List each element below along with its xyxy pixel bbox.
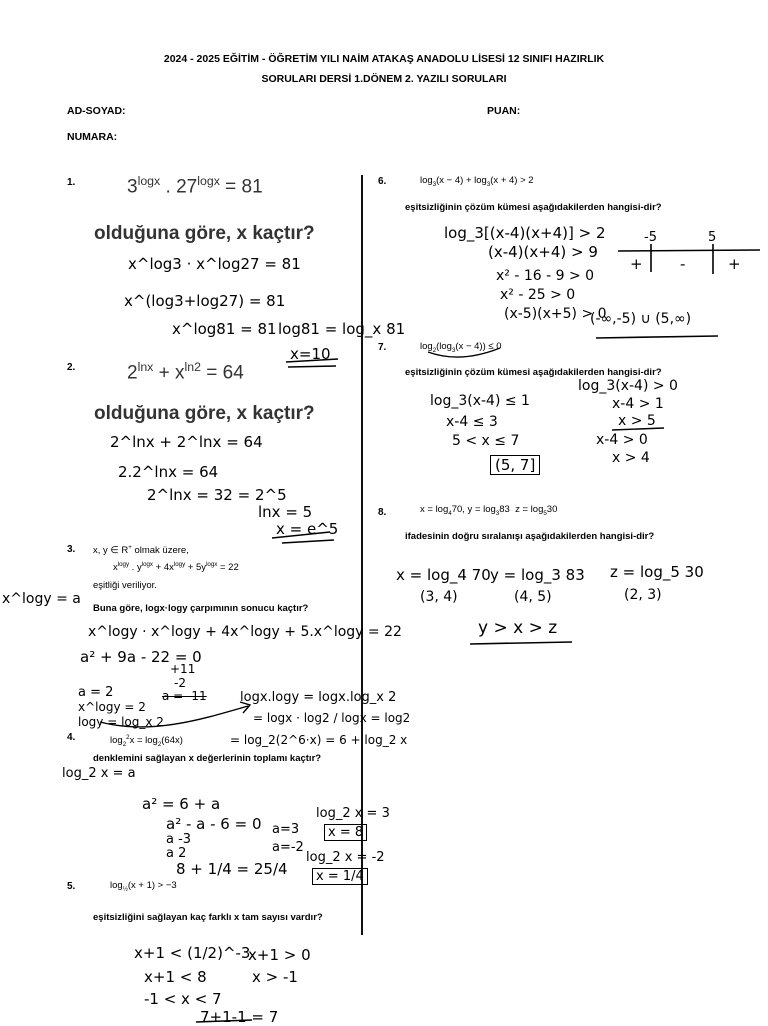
hw-q6-sign-minus: - [680,255,686,273]
hw-q3-side-note: x^logy = a [2,591,81,607]
hw-q3-right2: = logx · log2 / logx = log2 [253,711,411,725]
hw-q5-line1: x+1 < (1/2)^-3 [134,944,251,962]
q2-prompt: olduğuna göre, x kaçtır? [94,403,315,424]
hw-q4-answer2: x = 1/4 [312,868,368,885]
hw-q4-right2: a=-2 [272,840,304,855]
hw-q1-line1: x^log3 · x^log27 = 81 [128,255,301,273]
header-line-1: 2024 - 2025 EĞİTİM - ÖĞRETİM YILI NAİM ATAKAŞ ANADOLU LİSESİ 12 SINIFI HAZIRLIK [163,53,605,65]
hw-q4-sum: 8 + 1/4 = 25/4 [176,860,288,878]
hw-q6-line3: x² - 16 - 9 > 0 [496,268,595,284]
hw-q8-x-range: (3, 4) [420,589,458,605]
q6-number: 6. [378,176,387,187]
hw-q7-right5: x > 4 [612,450,650,466]
hw-q7-right1: log_3(x-4) > 0 [578,378,678,394]
q8-prompt: ifadesinin doğru sıralanışı aşağıdakilerden hangisi-dir? [405,531,655,542]
hw-q3-line1: x^logy · x^logy + 4x^logy + 5.x^logy = 22 [88,624,402,640]
hw-q3-line6: x^logy = 2 [78,700,146,714]
q1-equation: $3^{logx}$ . $27^{logx} = 81$ [127,174,263,198]
header-line-2: SORULARI DERSİ 1.DÖNEM 2. YAZILI SORULARI [261,73,507,85]
q7-prompt: eşitsizliğinin çözüm kümesi aşağıdakilerden hangisi-dir? [405,367,662,378]
hw-q5-right2: x > -1 [252,968,298,986]
ink-q2-underline-2 [282,540,334,543]
hw-q4-right3: log_2 x = 3 [316,806,390,821]
q8-number: 8. [378,507,387,518]
hw-q8-y: y = log_3 83 [490,566,585,584]
hw-q6-sign-root2: 5 [708,230,717,245]
hw-q3-rejected: a = -11 [162,689,207,703]
ink-q7-underline [612,428,664,430]
ink-q1-underline-1 [286,359,338,362]
q7-number: 7. [378,342,387,353]
hw-q5-right1: x+1 > 0 [248,946,311,964]
q3-prompt: Buna göre, logx·logy çarpımının sonucu kaçtır? [93,603,309,614]
ink-q7-arrow [428,348,500,357]
hw-q7-line1: log_3(x-4) ≤ 1 [430,393,530,409]
q3-given: eşitliği veriliyor. [93,580,157,591]
hw-q8-z-range: (2, 3) [624,587,662,603]
score-label: PUAN: [487,105,521,117]
hw-q4-side-note: log_2 x = a [62,766,136,781]
ink-q6-underline [596,336,718,338]
hw-q2-line4: lnx = 5 [258,503,313,521]
ink-q6-number-line [618,250,760,251]
q2-equation: $2^{lnx} + x^{ln2} = 64$ [127,360,244,384]
q4-equation: $\log_2^2x = \log_2(64x)$ [110,734,183,749]
q5-prompt: eşitsizliğini sağlayan kaç farklı x tam sayısı vardır? [93,912,323,923]
hw-q6-line5: (x-5)(x+5) > 0 [504,306,607,322]
hw-q8-y-range: (4, 5) [514,589,552,605]
hw-q8-z: z = log_5 30 [610,563,704,581]
hw-q5-answer: 7+1-1 = 7 [200,1008,279,1026]
hw-q6-sign-plus1: + [630,255,643,273]
q6-inequality: $\log_3(x - 4) + \log_3(x + 4) > 2$ [420,175,534,188]
q1-number: 1. [67,177,76,188]
q5-number: 5. [67,881,76,892]
hw-q3-factor2: -2 [174,676,186,690]
hw-q3-line5: a = 2 [78,685,114,700]
hw-q3-factor1: +11 [170,662,196,676]
q6-prompt: eşitsizliğinin çözüm kümesi aşağıdakilerden hangisi-dir? [405,202,662,213]
q8-expression: $x = \log_470$, $y = \log_383$ $z = \log_530$ [420,504,558,517]
number-label: NUMARA: [67,131,118,143]
hw-q2-line1: 2^lnx + 2^lnx = 64 [110,433,263,451]
hw-q8-x: x = log_4 70 [396,566,491,584]
hw-q7-right3: x > 5 [618,413,656,429]
hw-q7-line3: 5 < x ≤ 7 [452,433,520,449]
hw-q1-line3: x^log81 = 81 [172,320,277,338]
hw-q1-line4: log81 = log_x 81 [278,320,406,338]
q3-number: 3. [67,544,76,555]
ink-q1-underline-2 [288,366,336,367]
q1-prompt: olduğuna göre, x kaçtır? [94,223,315,244]
hw-q3-line7: logy = log_x 2 [78,715,164,729]
hw-q7-right2: x-4 > 1 [612,396,664,412]
hw-q7-right4: x-4 > 0 [596,432,648,448]
q4-prompt: denklemini sağlayan x değerlerinin toplamı kaçtır? [93,753,322,764]
hw-q6-answer: (-∞,-5) ∪ (5,∞) [590,311,692,327]
hw-q4-right1: a=3 [272,822,300,837]
hw-q6-sign-plus2: + [728,255,741,273]
hw-q7-answer: (5, 7] [490,455,540,475]
q3-equation: $x^{logy}$ . $y^{logx} + 4x^{logy} + 5y^{logx} = 22$ [113,561,239,574]
hw-q4-line1: a² = 6 + a [142,795,221,813]
hw-q1-line2: x^(log3+log27) = 81 [124,292,286,310]
hw-q6-line4: x² - 25 > 0 [500,287,576,303]
hw-q4-line3: a -3 [166,832,192,847]
hw-q6-sign-root1: -5 [644,230,657,245]
ink-q5-underline [196,1020,252,1022]
q3-condition: x, y ∈ R+ olmak üzere, [93,544,189,557]
hw-q4-line4: a 2 [166,846,187,861]
hw-q3-line2: a² + 9a - 22 = 0 [80,648,202,666]
hw-q4-right5: log_2 x = -2 [306,850,385,865]
hw-q3-right1: logx.logy = logx.log_x 2 [240,690,397,705]
q4-number: 4. [67,732,76,743]
hw-q8-answer: y > x > z [478,618,558,638]
q2-number: 2. [67,362,76,373]
hw-q2-line2: 2.2^lnx = 64 [118,463,219,481]
hw-q4-answer1: x = 8 [324,824,367,841]
hw-q4-inline: = log_2(2^6·x) = 6 + log_2 x [230,733,408,747]
hw-q6-line2: (x-4)(x+4) > 9 [488,243,598,261]
q7-inequality: $\log_2(\log_3(x - 4)) \le 0$ [420,341,502,354]
ink-q8-underline [470,642,572,644]
hw-q2-answer: x = e^5 [276,520,339,538]
ink-q3-arrow [100,706,248,727]
q5-inequality: $\log_{\frac{1}{2}}(x + 1) > -3$ [110,880,177,893]
hw-q6-line1: log_3[(x-4)(x+4)] > 2 [444,224,606,242]
name-label: AD-SOYAD: [67,105,126,117]
ink-q2-underline-1 [272,532,330,538]
hw-q5-line2: x+1 < 8 [144,968,207,986]
hw-q4-line2: a² - a - 6 = 0 [166,815,262,833]
hw-q5-line3: -1 < x < 7 [144,990,222,1008]
hw-q7-line2: x-4 ≤ 3 [446,414,498,430]
hw-q1-answer: x=10 [290,345,331,363]
hw-q2-line3: 2^lnx = 32 = 2^5 [147,486,287,504]
